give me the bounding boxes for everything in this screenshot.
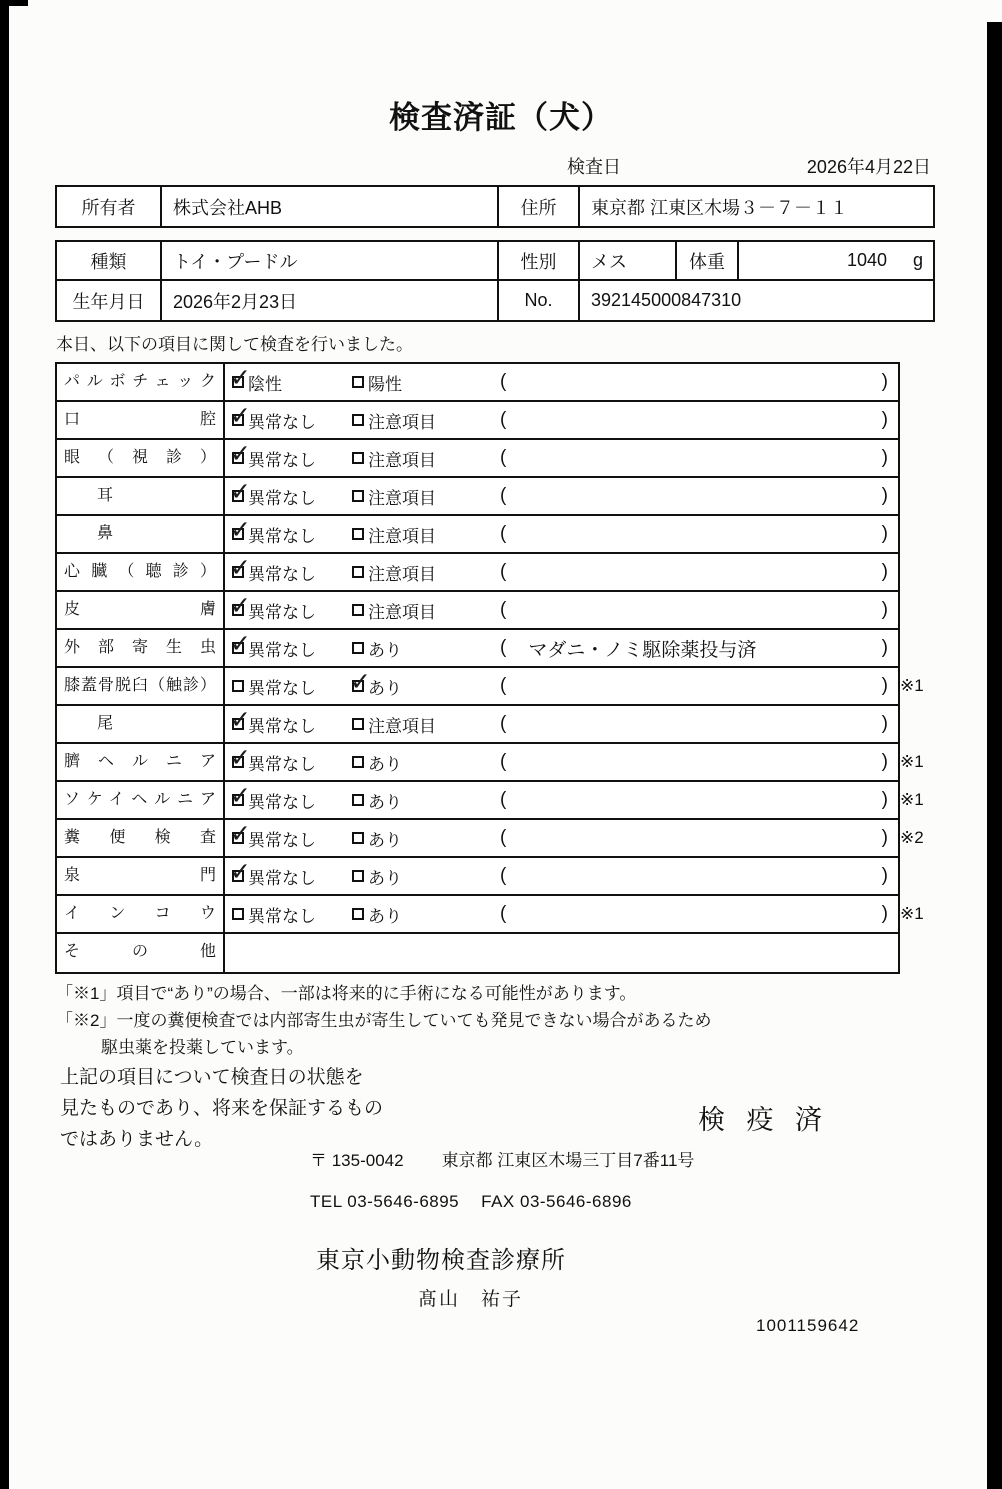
close-paren: ) <box>881 599 888 620</box>
close-paren: ) <box>881 789 888 810</box>
inspection-item-label: 眼（視診） <box>57 440 225 476</box>
close-paren: ) <box>881 865 888 886</box>
close-paren: ) <box>881 751 888 772</box>
weight-label: 体重 <box>677 242 739 279</box>
option-label: 異常なし <box>248 412 316 432</box>
footnote-marker: ※1 <box>900 676 924 695</box>
open-paren: ( <box>500 789 507 810</box>
inspection-date-row <box>55 153 935 179</box>
checkbox-checked-icon <box>232 414 244 426</box>
breed-value: トイ・プードル <box>162 242 499 279</box>
inspection-row <box>57 478 898 516</box>
option-2 <box>345 744 490 780</box>
inspection-date-label: 検査日 <box>567 157 621 177</box>
option-label: 異常なし <box>248 678 316 698</box>
open-paren: ( <box>500 637 507 658</box>
inspection-row <box>57 364 898 402</box>
option-label: 異常なし <box>248 564 316 584</box>
disclaimer-block <box>60 1062 383 1155</box>
option-label: 異常なし <box>248 792 316 812</box>
sex-label: 性別 <box>499 242 580 279</box>
option-label: 異常なし <box>248 716 316 736</box>
option-2 <box>345 668 490 704</box>
option-2 <box>345 706 490 742</box>
representative-name: 髙山 祐子 <box>418 1289 524 1310</box>
note-cell <box>490 782 898 818</box>
checkbox-unchecked-icon <box>232 908 244 920</box>
weight-value-cell <box>739 242 933 279</box>
pet-table-row-1 <box>57 242 933 281</box>
inspection-item-label: 糞便検査 <box>57 820 225 856</box>
note-cell <box>490 478 898 514</box>
inspection-row <box>57 820 924 858</box>
footnote-marker: ※2 <box>900 828 924 847</box>
close-paren: ) <box>881 637 888 658</box>
inspection-row <box>57 782 924 820</box>
footnote-1: 「※1」項目で“あり”の場合、一部は将来的に手術になる可能性があります。 <box>56 984 637 1003</box>
open-paren: ( <box>500 865 507 886</box>
spacer <box>459 1192 481 1212</box>
inspection-row <box>57 516 898 554</box>
footnote-marker: ※1 <box>900 790 924 809</box>
checkbox-checked-icon <box>232 566 244 578</box>
note-cell <box>490 440 898 476</box>
open-paren: ( <box>500 523 507 544</box>
option-1 <box>225 896 345 932</box>
close-paren: ) <box>881 675 888 696</box>
inspection-item-label: 耳 <box>57 478 225 514</box>
close-paren: ) <box>881 523 888 544</box>
checkbox-unchecked-icon <box>352 604 364 616</box>
option-label: 注意項目 <box>368 450 436 470</box>
checkbox-unchecked-icon <box>352 756 364 768</box>
inspection-item-label: 臍ヘルニア <box>57 744 225 780</box>
checkbox-unchecked-icon <box>352 376 364 388</box>
inspection-row <box>57 592 898 630</box>
option-2 <box>345 554 490 590</box>
weight-value: 1040 <box>846 250 887 270</box>
footnote-2-line-1: 「※2」一度の糞便検査では内部寄生虫が寄生していても発見できない場合があるため <box>56 1011 712 1030</box>
option-label: あり <box>368 906 402 926</box>
footnote-2-line-2: 駆虫薬を投薬しています。 <box>101 1038 304 1057</box>
option-label: あり <box>368 830 402 850</box>
checkbox-unchecked-icon <box>352 718 364 730</box>
checkbox-unchecked-icon <box>352 414 364 426</box>
checkbox-unchecked-icon <box>352 642 364 654</box>
open-paren: ( <box>500 561 507 582</box>
scan-edge-left <box>0 0 9 1489</box>
note-cell <box>490 516 898 552</box>
checkbox-unchecked-icon <box>352 528 364 540</box>
option-2 <box>345 364 490 400</box>
inspection-item-label: その他 <box>57 934 225 972</box>
option-label: 異常なし <box>248 906 316 926</box>
inspection-row <box>57 934 898 972</box>
scan-edge-top-left <box>0 0 28 6</box>
option-1 <box>225 668 345 704</box>
birthdate-label: 生年月日 <box>57 281 162 320</box>
inspection-row <box>57 858 898 896</box>
option-label: 異常なし <box>248 868 316 888</box>
clinic-address-row <box>310 1146 694 1171</box>
note-cell <box>490 668 898 704</box>
option-label: あり <box>368 754 402 774</box>
option-label: 異常なし <box>248 526 316 546</box>
option-label: 異常なし <box>248 754 316 774</box>
checkbox-checked-icon <box>232 718 244 730</box>
open-paren: ( <box>500 827 507 848</box>
inspection-row <box>57 630 898 668</box>
note-cell <box>490 592 898 628</box>
inspection-row <box>57 440 898 478</box>
spacer <box>404 1146 442 1171</box>
open-paren: ( <box>500 447 507 468</box>
quarantine-stamp-text: 検 疫 済 <box>698 1105 830 1135</box>
checkbox-checked-icon <box>232 794 244 806</box>
number-label: No. <box>499 281 580 320</box>
address-label: 住所 <box>499 187 580 226</box>
option-label: 注意項目 <box>368 716 436 736</box>
scan-edge-right <box>987 22 1002 1489</box>
inspection-item-label: 皮膚 <box>57 592 225 628</box>
note-cell <box>490 554 898 590</box>
close-paren: ) <box>881 713 888 734</box>
inspection-item-label: 口腔 <box>57 402 225 438</box>
owner-value: 株式会社AHB <box>162 187 499 226</box>
inspection-row <box>57 744 924 782</box>
close-paren: ) <box>881 903 888 924</box>
option-2 <box>345 782 490 818</box>
option-1 <box>225 364 345 400</box>
note-cell <box>490 744 898 780</box>
note-cell <box>490 630 898 666</box>
footnote-marker: ※1 <box>900 752 924 771</box>
close-paren: ) <box>881 561 888 582</box>
note-cell <box>490 820 898 856</box>
option-1 <box>225 478 345 514</box>
birthdate-value: 2026年2月23日 <box>162 281 499 320</box>
close-paren: ) <box>881 827 888 848</box>
option-2 <box>345 440 490 476</box>
checkbox-checked-icon <box>232 376 244 388</box>
option-label: 注意項目 <box>368 564 436 584</box>
option-2 <box>345 592 490 628</box>
close-paren: ) <box>881 485 888 506</box>
breed-label: 種類 <box>57 242 162 279</box>
checkbox-checked-icon <box>232 604 244 616</box>
inspection-row <box>57 668 924 706</box>
open-paren: ( <box>500 371 507 392</box>
open-paren: ( <box>500 485 507 506</box>
disclaimer-line-3: ではありません。 <box>60 1129 214 1150</box>
sex-value: メス <box>580 242 677 279</box>
checkbox-unchecked-icon <box>232 680 244 692</box>
open-paren: ( <box>500 903 507 924</box>
owner-label: 所有者 <box>57 187 162 226</box>
empty-cell <box>225 934 898 972</box>
inspection-row <box>57 706 898 744</box>
inspection-item-label: 心臓（聴診） <box>57 554 225 590</box>
note-cell <box>490 706 898 742</box>
option-label: 注意項目 <box>368 526 436 546</box>
inspection-item-label: 泉門 <box>57 858 225 894</box>
note-cell <box>490 402 898 438</box>
inspection-item-label: 外部寄生虫 <box>57 630 225 666</box>
checkbox-checked-icon <box>232 870 244 882</box>
option-1 <box>225 554 345 590</box>
inspection-table <box>55 362 924 974</box>
inspection-item-label: インコウ <box>57 896 225 932</box>
option-2 <box>345 402 490 438</box>
checkbox-checked-icon <box>232 642 244 654</box>
note-cell <box>490 364 898 400</box>
pet-table-row-2 <box>57 281 933 320</box>
option-2 <box>345 820 490 856</box>
open-paren: ( <box>500 751 507 772</box>
note-text: マダニ・ノミ駆除薬投与済 <box>528 639 757 661</box>
option-label: 陰性 <box>248 374 282 394</box>
note-cell <box>490 896 898 932</box>
inspection-item-label: 鼻 <box>57 516 225 552</box>
number-value: 392145000847310 <box>591 290 742 310</box>
option-1 <box>225 782 345 818</box>
option-label: 注意項目 <box>368 488 436 508</box>
serial-number: 1001159642 <box>756 1316 860 1335</box>
checkbox-checked-icon <box>232 528 244 540</box>
checkbox-checked-icon <box>352 680 364 692</box>
inspection-row <box>57 402 898 440</box>
option-label: あり <box>368 640 402 660</box>
option-label: 注意項目 <box>368 602 436 622</box>
note-cell <box>490 858 898 894</box>
inspection-row <box>57 554 898 592</box>
option-label: 陽性 <box>368 374 402 394</box>
clinic-postal-code: 〒 135-0042 <box>310 1151 404 1170</box>
address-value: 東京都 江東区木場３－７－１１ <box>591 197 848 218</box>
option-2 <box>345 478 490 514</box>
inspection-row <box>57 896 924 934</box>
option-1 <box>225 706 345 742</box>
option-1 <box>225 516 345 552</box>
clinic-fax: FAX 03-5646-6896 <box>481 1192 632 1211</box>
close-paren: ) <box>881 447 888 468</box>
inspection-item-label: パルボチェック <box>57 364 225 400</box>
option-label: 異常なし <box>248 450 316 470</box>
option-1 <box>225 820 345 856</box>
checkbox-checked-icon <box>232 832 244 844</box>
open-paren: ( <box>500 713 507 734</box>
checkbox-unchecked-icon <box>352 490 364 502</box>
option-label: 異常なし <box>248 488 316 508</box>
option-1 <box>225 592 345 628</box>
disclaimer-line-2: 見たものであり、将来を保証するもの <box>60 1098 384 1119</box>
weight-unit: g <box>912 250 923 270</box>
option-1 <box>225 744 345 780</box>
clinic-address: 東京都 江東区木場三丁目7番11号 <box>441 1151 695 1170</box>
checkbox-unchecked-icon <box>352 566 364 578</box>
option-2 <box>345 516 490 552</box>
clinic-contact-row <box>310 1192 632 1212</box>
checkbox-unchecked-icon <box>352 794 364 806</box>
close-paren: ) <box>881 409 888 430</box>
option-1 <box>225 858 345 894</box>
checkbox-unchecked-icon <box>352 832 364 844</box>
open-paren: ( <box>500 675 507 696</box>
pet-table <box>55 240 935 322</box>
clinic-tel: TEL 03-5646-6895 <box>310 1192 460 1211</box>
open-paren: ( <box>500 599 507 620</box>
option-2 <box>345 896 490 932</box>
option-label: あり <box>368 792 402 812</box>
inspection-item-label: 膝蓋骨脱臼（触診） <box>57 668 225 704</box>
checkbox-unchecked-icon <box>352 870 364 882</box>
checkbox-checked-icon <box>232 452 244 464</box>
option-label: あり <box>368 678 402 698</box>
option-label: 異常なし <box>248 830 316 850</box>
footnote-marker: ※1 <box>900 904 924 923</box>
option-label: あり <box>368 868 402 888</box>
checkbox-checked-icon <box>232 756 244 768</box>
checkbox-checked-icon <box>232 490 244 502</box>
option-label: 注意項目 <box>368 412 436 432</box>
open-paren: ( <box>500 409 507 430</box>
option-label: 異常なし <box>248 602 316 622</box>
option-1 <box>225 440 345 476</box>
inspection-item-label: ソケイヘルニア <box>57 782 225 818</box>
checkbox-unchecked-icon <box>352 452 364 464</box>
page-title: 検査済証（犬） <box>389 100 613 135</box>
close-paren: ) <box>881 371 888 392</box>
option-1 <box>225 402 345 438</box>
intro-text: 本日、以下の項目に関して検査を行いました。 <box>56 335 413 354</box>
footnotes-block <box>56 980 711 1061</box>
option-2 <box>345 630 490 666</box>
checkbox-unchecked-icon <box>352 908 364 920</box>
inspection-date-value: 2026年4月22日 <box>806 157 931 177</box>
option-2 <box>345 858 490 894</box>
owner-table <box>55 185 935 228</box>
inspection-item-label: 尾 <box>57 706 225 742</box>
option-label: 異常なし <box>248 640 316 660</box>
disclaimer-line-1: 上記の項目について検査日の状態を <box>60 1067 364 1088</box>
option-1 <box>225 630 345 666</box>
clinic-name: 東京小動物検査診療所 <box>316 1247 566 1274</box>
